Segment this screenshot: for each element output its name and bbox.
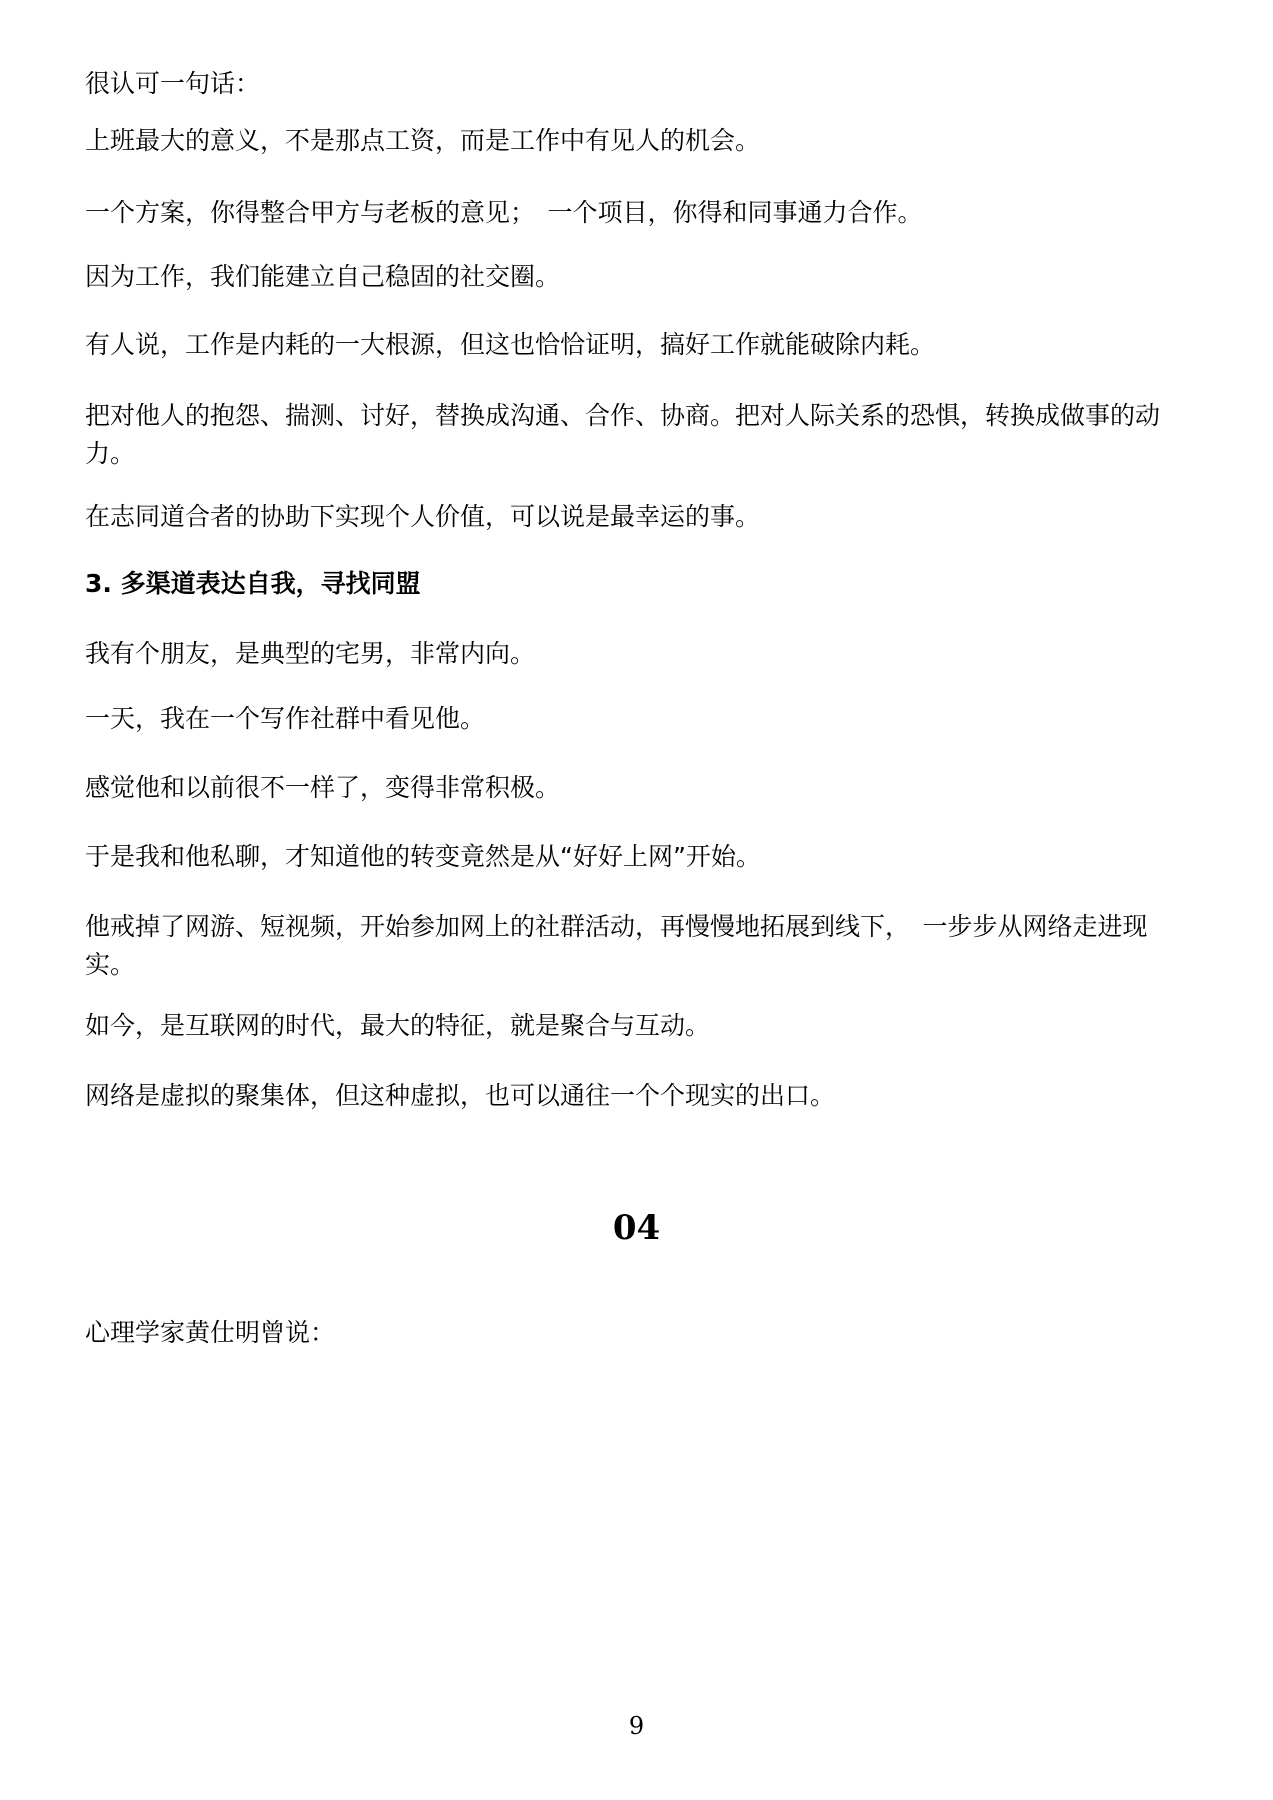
paragraph: 感觉他和以前很不一样了，变得非常积极。	[85, 773, 561, 802]
page-number: 9	[628, 1712, 645, 1740]
section-number: 04	[612, 1208, 661, 1248]
paragraph: 上班最大的意义，不是那点工资，而是工作中有见人的机会。	[85, 126, 761, 155]
paragraph: 在志同道合者的协助下实现个人价值，可以说是最幸运的事。	[85, 502, 761, 531]
paragraph: 把对他人的抱怨、揣测、讨好，替换成沟通、合作、协商。把对人际关系的恐惧，转换成做事的动力。	[85, 401, 1161, 468]
paragraph: 我有个朋友，是典型的宅男，非常内向。	[85, 639, 536, 668]
paragraph: 很认可一句话：	[85, 69, 261, 98]
paragraph: 一个方案，你得整合甲方与老板的意见； 一个项目，你得和同事通力合作。	[85, 198, 923, 227]
subheading: 3. 多渠道表达自我，寻找同盟	[85, 569, 421, 598]
paragraph: 于是我和他私聊，才知道他的转变竟然是从“好好上网”开始。	[85, 842, 761, 871]
paragraph: 有人说，工作是内耗的一大根源，但这也恰恰证明，搞好工作就能破除内耗。	[85, 330, 936, 359]
paragraph: 因为工作，我们能建立自己稳固的社交圈。	[85, 262, 561, 291]
paragraph: 网络是虚拟的聚集体，但这种虚拟，也可以通往一个个现实的出口。	[85, 1081, 836, 1110]
paragraph: 心理学家黄仕明曾说：	[85, 1318, 336, 1347]
paragraph: 如今，是互联网的时代，最大的特征，就是聚合与互动。	[85, 1011, 711, 1040]
paragraph: 他戒掉了网游、短视频，开始参加网上的社群活动，再慢慢地拓展到线下， 一步步从网络走进现实。	[85, 912, 1148, 979]
paragraph: 一天，我在一个写作社群中看见他。	[85, 704, 486, 733]
